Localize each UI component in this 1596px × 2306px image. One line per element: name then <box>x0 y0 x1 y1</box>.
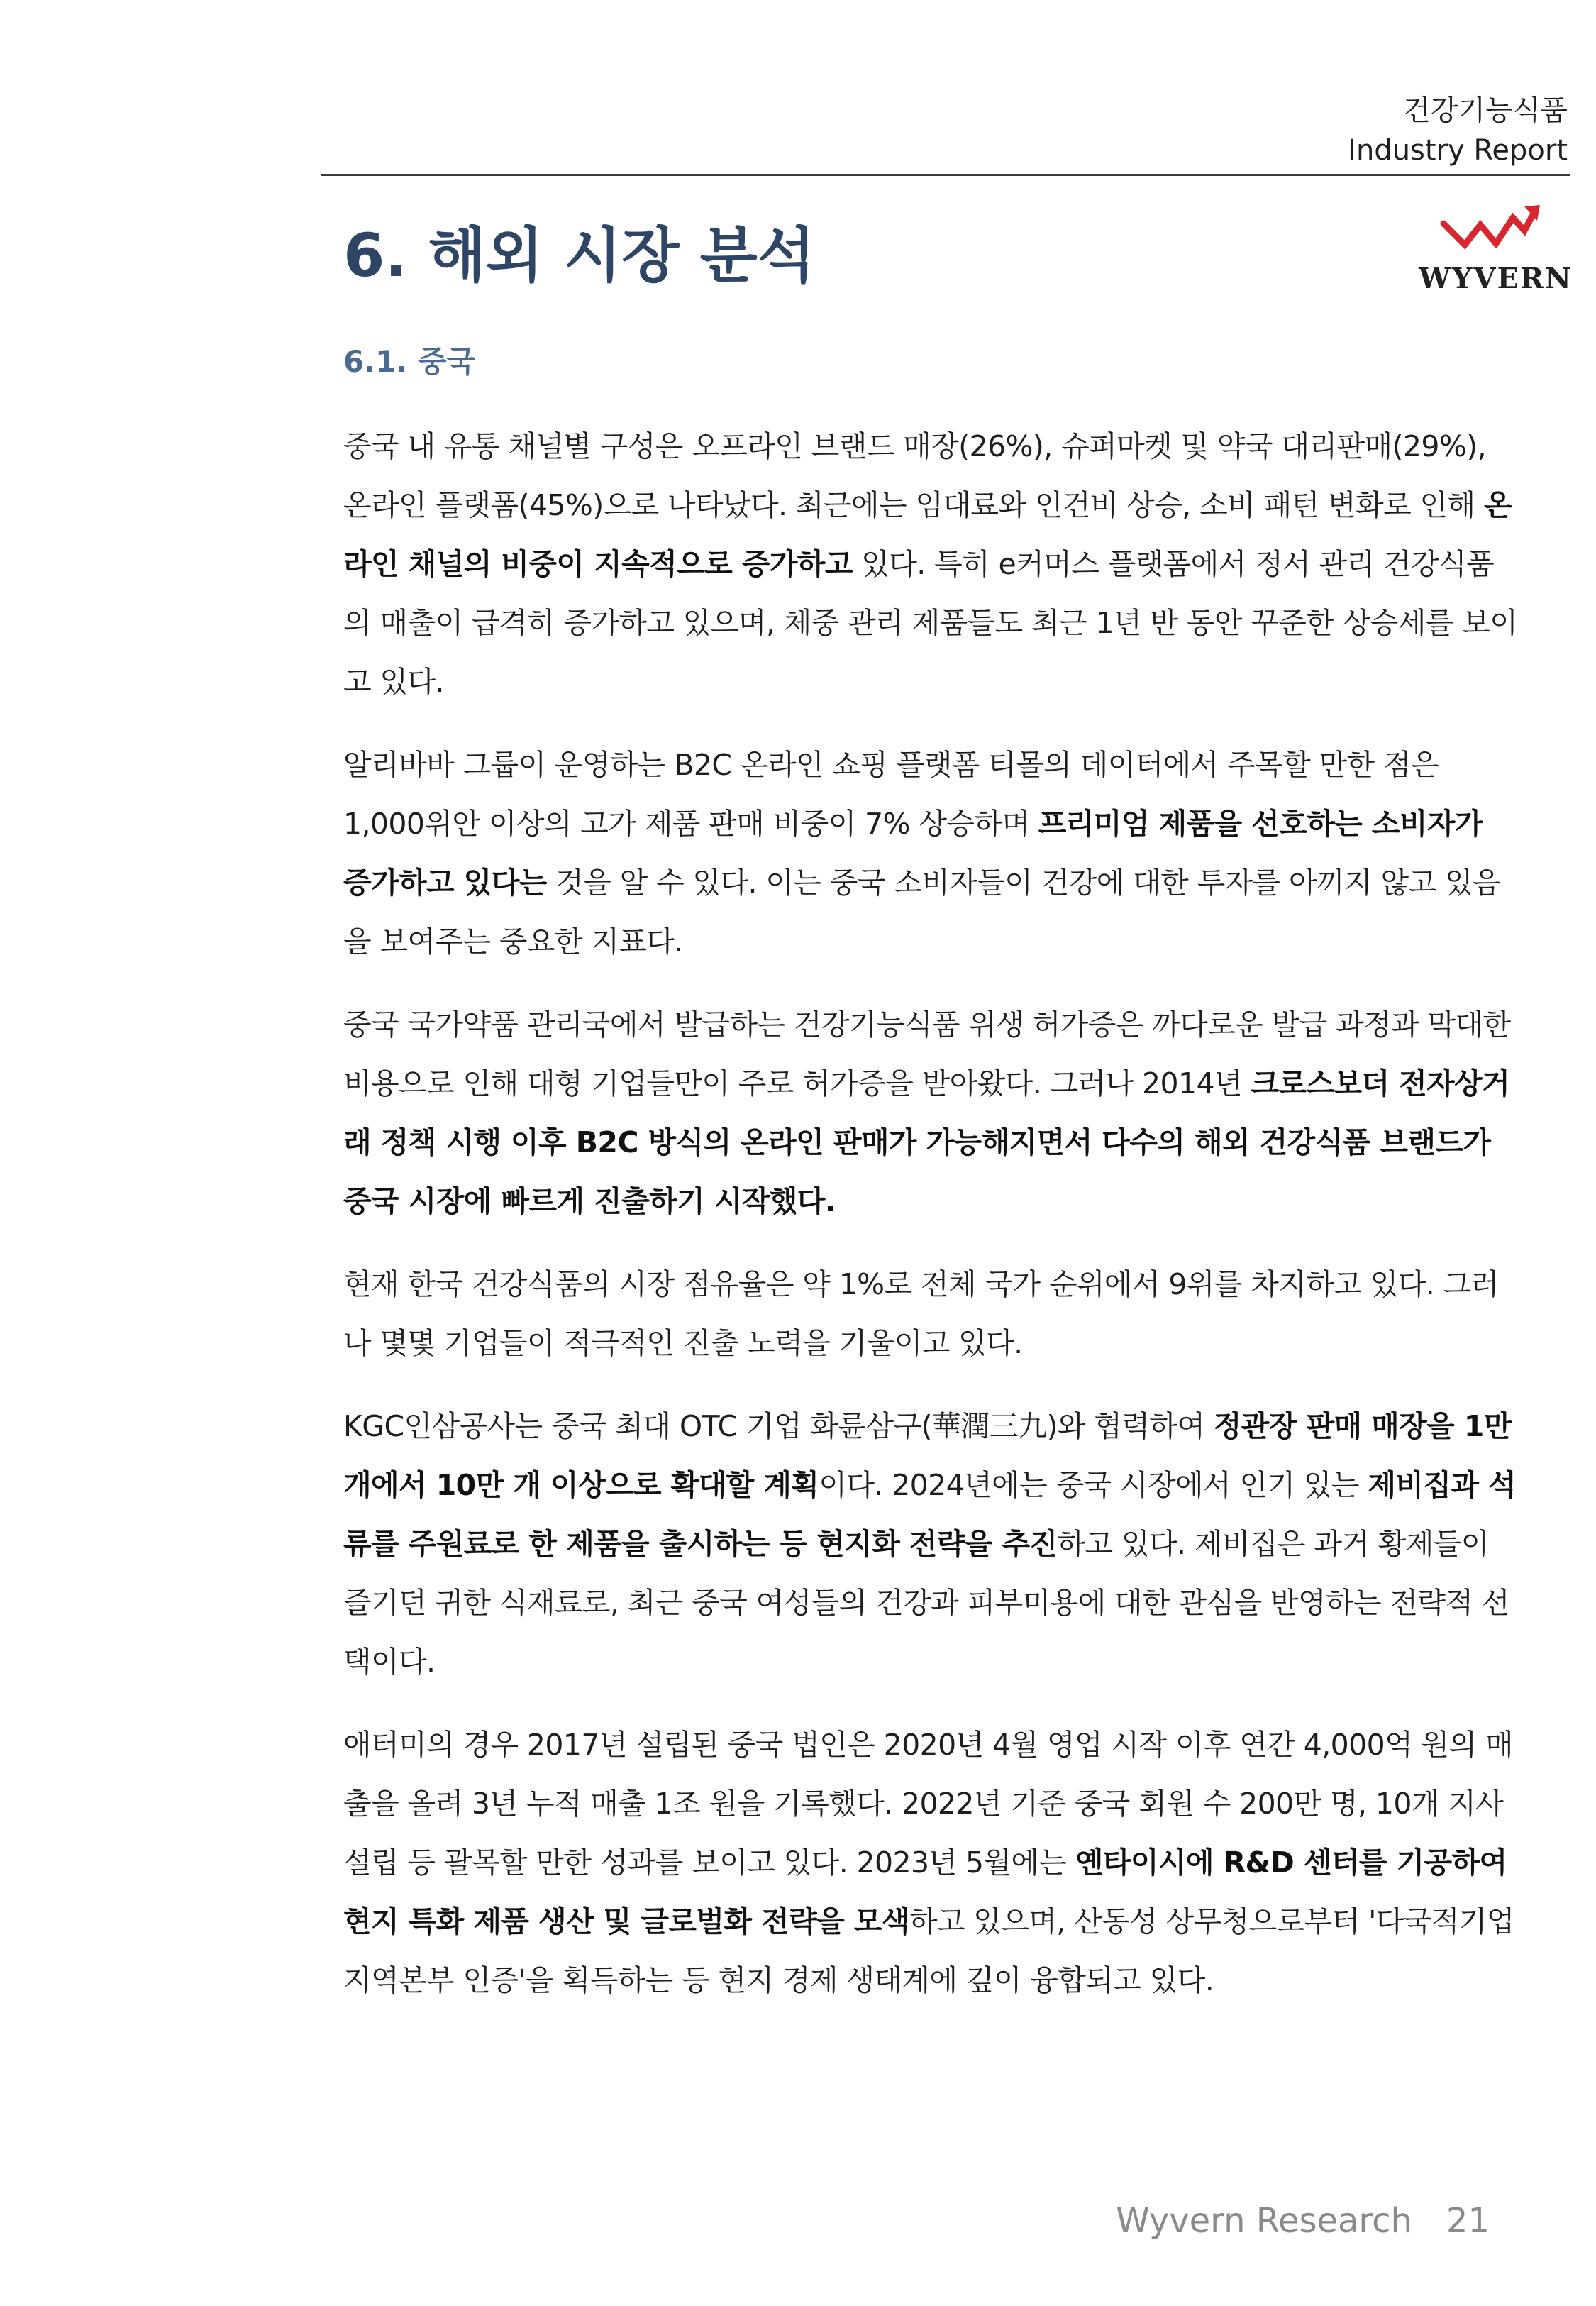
emphasis: 프리미엄 제품을 선호하는 소비자가 증가하고 있다는 <box>343 807 1483 900</box>
footer-brand: Wyvern Research <box>1116 2201 1412 2241</box>
emphasis: 온라인 채널의 비중이 지속적으로 증가하고 <box>343 488 1512 581</box>
logo-wordmark: WYVERN <box>1419 262 1573 295</box>
emphasis: 정관장 판매 매장을 1만 개에서 10만 개 이상으로 확대할 계획 <box>343 1409 1512 1502</box>
report-header <box>1348 91 1568 170</box>
section-title: 6.1. 중국 <box>343 344 476 379</box>
paragraph-1: 중국 내 유통 채널별 구성은 오프라인 브랜드 매장(26%), 슈퍼마켓 및 약국 대리판매(29%), 온라인 플랫폼(45%)으로 나타났다. 최근에는 임대료와 인건비 상승, 소비 패턴 변화로 인해 온라인 채널의 비중이 지속적으로 증가하고 있다. 특히 e커머스 플랫폼에서 정서 관리 건강식품의 매출이 급격히 증가하고 있으며, 체중 관리 제품들도 최근 1년 반 동안 꾸준한 상승세를 보이고 있다. <box>343 429 1518 699</box>
page-number: 21 <box>1446 2201 1490 2241</box>
body-content <box>343 417 1518 2034</box>
header-report-label: Industry Report <box>1348 134 1568 167</box>
page-title: 6. 해외 시장 분석 <box>343 221 815 290</box>
paragraph-6: 애터미의 경우 2017년 설립된 중국 법인은 2020년 4월 영업 시작 이후 연간 4,000억 원의 매출을 올려 3년 누적 매출 1조 원을 기록했다. 2022년 기준 중국 회원 수 200만 명, 10개 지사 설립 등 괄목할 만한 성과를 보이고 있다. 2023년 5월에는 옌타이시에 R&D 센터를 기공하여 현지 특화 제품 생산 및 글로벌화 전략을 모색하고 있으며, 산동성 상무청으로부터 '다국적기업 지역본부 인증'을 획득하는 등 현지 경제 생태계에 깊이 융합되고 있다. <box>343 1728 1514 1997</box>
paragraph-3: 중국 국가약품 관리국에서 발급하는 건강기능식품 위생 허가증은 까다로운 발급 과정과 막대한 비용으로 인해 대형 기업들만이 주로 허가증을 받아왔다. 그러나 2014년 크로스보더 전자상거래 정책 시행 이후 B2C 방식의 온라인 판매가 가능해지면서 다수의 해외 건강식품 브랜드가 중국 시장에 빠르게 진출하기 시작했다. <box>343 1008 1511 1218</box>
emphasis: 제비집과 석류를 주원료로 한 제품을 출시하는 등 현지화 전략을 추진 <box>343 1468 1517 1561</box>
emphasis: 옌타이시에 R&D 센터를 기공하여 현지 특화 제품 생산 및 글로벌화 전략을 모색 <box>343 1846 1507 1938</box>
paragraph-2: 알리바바 그룹이 운영하는 B2C 온라인 쇼핑 플랫폼 티몰의 데이터에서 주목할 만한 점은 1,000위안 이상의 고가 제품 판매 비중이 7% 상승하며 프리미엄 제품을 선호하는 소비자가 증가하고 있다는 것을 알 수 있다. 이는 중국 소비자들이 건강에 대한 투자를 아끼지 않고 있음을 보여주는 중요한 지표다. <box>343 748 1500 959</box>
wyvern-logo <box>1419 202 1573 309</box>
header-divider <box>321 174 1570 176</box>
header-category: 건강기능식품 <box>1403 94 1568 127</box>
paragraph-4: 현재 한국 건강식품의 시장 점유율은 약 1%로 전체 국가 순위에서 9위를 차지하고 있다. 그러나 몇몇 기업들이 적극적인 진출 노력을 기울이고 있다. <box>343 1267 1499 1360</box>
trend-arrow-icon <box>1436 202 1543 259</box>
paragraph-5: KGC인삼공사는 중국 최대 OTC 기업 화륜삼구(華潤三九)와 협력하여 정관장 판매 매장을 1만 개에서 10만 개 이상으로 확대할 계획이다. 2024년에는 중국 시장에서 인기 있는 제비집과 석류를 주원료로 한 제품을 출시하는 등 현지화 전략을 추진하고 있다. 제비집은 과거 황제들이 즐기던 귀한 식재료로, 최근 중국 여성들의 건강과 피부미용에 대한 관심을 반영하는 전략적 선택이다. <box>343 1409 1517 1679</box>
emphasis: 크로스보더 전자상거래 정책 시행 이후 B2C 방식의 온라인 판매가 가능해지면서 다수의 해외 건강식품 브랜드가 중국 시장에 빠르게 진출하기 시작했다. <box>343 1066 1510 1218</box>
page-footer <box>1116 2198 1490 2244</box>
